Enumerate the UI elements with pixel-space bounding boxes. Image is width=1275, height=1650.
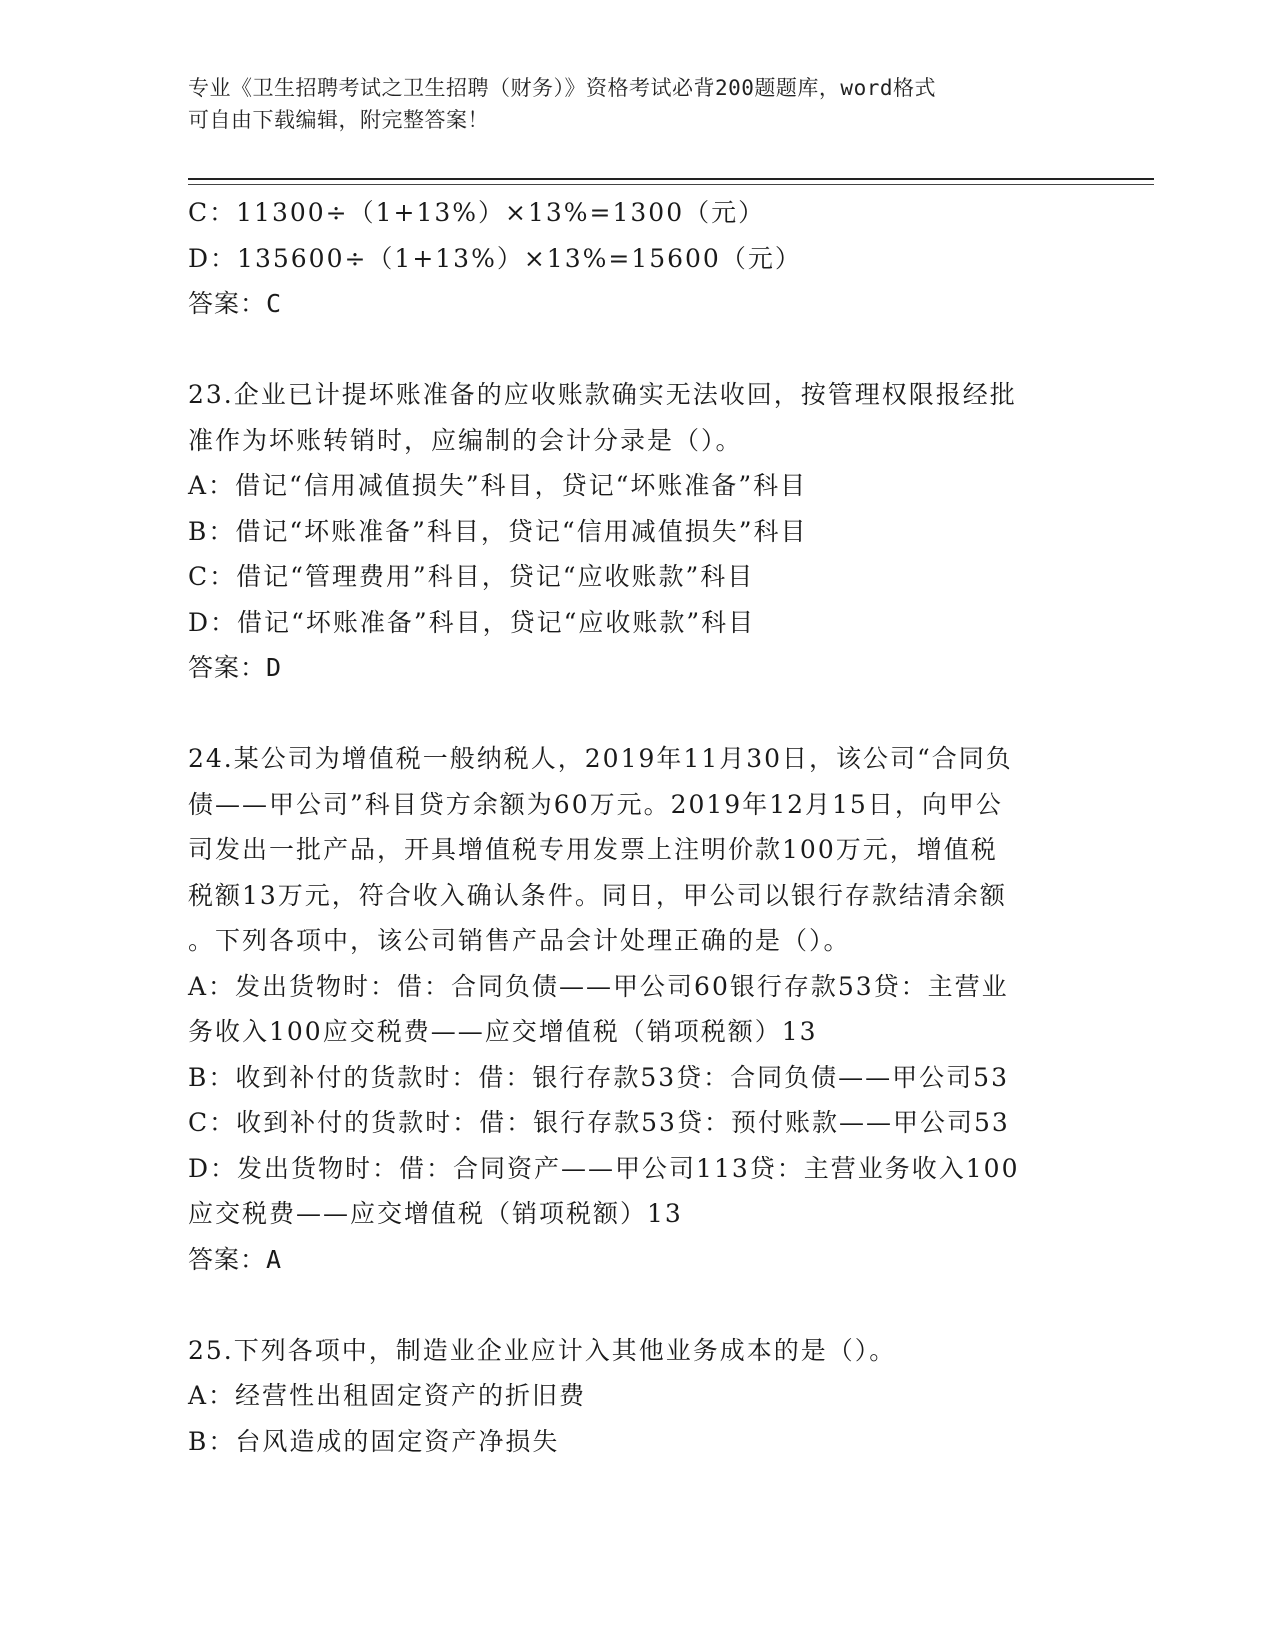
option-b: B：收到补付的货款时：借：银行存款53贷：合同负债——甲公司53 (188, 1062, 1009, 1092)
option-b: B：借记“坏账准备”科目，贷记“信用减值损失”科目 (188, 516, 808, 546)
option-c: C：11300÷（1+13%）×13%=1300（元） (188, 198, 766, 227)
question-25 (188, 1328, 1088, 1465)
option-a: A：借记“信用减值损失”科目，贷记“坏账准备”科目 (188, 471, 808, 500)
option-d: 应交税费——应交增值税（销项税额）13 (188, 1199, 683, 1228)
question-23 (188, 372, 1088, 691)
option-a: 务收入100应交税费——应交增值税（销项税额）13 (188, 1017, 818, 1046)
question-stem: 25.下列各项中，制造业企业应计入其他业务成本的是（）。 (188, 1335, 897, 1365)
spacer (188, 327, 1088, 373)
spacer (188, 1282, 1088, 1328)
option-d: D：发出货物时：借：合同资产——甲公司113贷：主营业务收入100 (188, 1153, 1020, 1183)
question-stem: 24.某公司为增值税一般纳税人，2019年11月30日，该公司“合同负 (188, 744, 1013, 773)
option-c: C：借记“管理费用”科目，贷记“应收账款”科目 (188, 562, 755, 591)
page-content (188, 190, 1088, 1464)
question-stem: 。下列各项中，该公司销售产品会计处理正确的是（）。 (188, 926, 851, 955)
question-stem: 税额13万元，符合收入确认条件。同日，甲公司以银行存款结清余额 (188, 880, 1007, 910)
answer: 答案：D (188, 653, 283, 682)
question-stem: 23.企业已计提坏账准备的应收账款确实无法收回，按管理权限报经批 (188, 380, 1017, 409)
header-divider-thin (188, 184, 1154, 185)
question-stem: 债——甲公司”科目贷方余额为60万元。2019年12月15日，向甲公 (188, 789, 1003, 819)
question-24 (188, 736, 1088, 1282)
document-header (188, 72, 1088, 136)
header-title-line-2: 可自由下载编辑，附完整答案！ (188, 108, 489, 132)
question-stem: 准作为坏账转销时，应编制的会计分录是（）。 (188, 425, 743, 455)
option-d: D：135600÷（1+13%）×13%=15600（元） (188, 243, 802, 273)
option-a: A：发出货物时：借：合同负债——甲公司60银行存款53贷：主营业 (188, 971, 1009, 1001)
option-c: C：收到补付的货款时：借：银行存款53贷：预付账款——甲公司53 (188, 1108, 1010, 1137)
answer: 答案：C (188, 289, 283, 318)
header-title-line-1: 专业《卫生招聘考试之卫生招聘（财务）》资格考试必背200题题库，word格式 (188, 76, 936, 100)
option-b: B：台风造成的固定资产净损失 (188, 1426, 560, 1456)
answer: 答案：A (188, 1244, 283, 1274)
header-divider-thick (188, 178, 1154, 180)
option-a: A：经营性出租固定资产的折旧费 (188, 1381, 587, 1410)
spacer (188, 691, 1088, 737)
question-22-tail (188, 190, 1088, 327)
question-stem: 司发出一批产品，开具增值税专用发票上注明价款100万元，增值税 (188, 835, 998, 864)
option-d: D：借记“坏账准备”科目，贷记“应收账款”科目 (188, 607, 756, 637)
